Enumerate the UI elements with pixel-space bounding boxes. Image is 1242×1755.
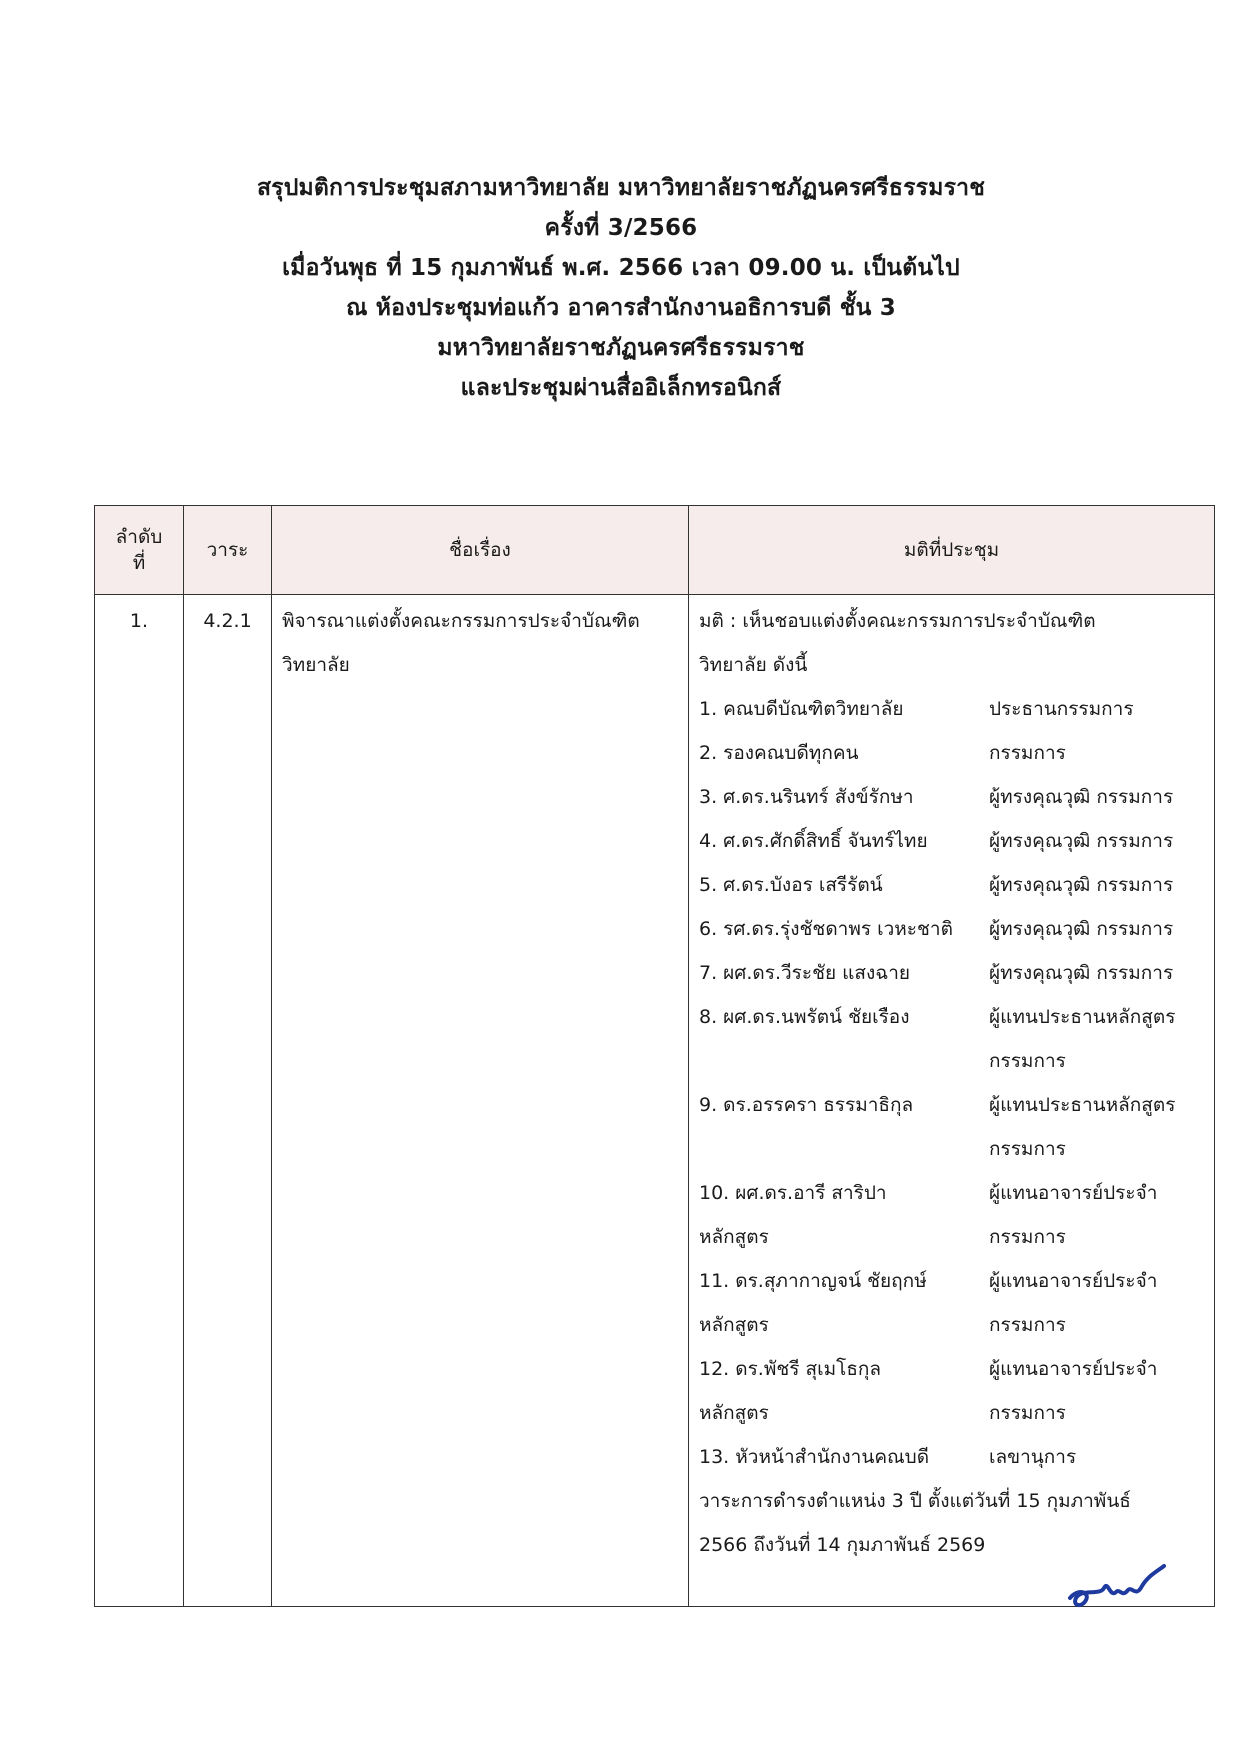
member-item-continued [699, 1215, 1204, 1259]
member-role: ผู้แทนประธานหลักสูตร [989, 1094, 1176, 1116]
header-meeting-number: ครั้งที่ 3/2566 [544, 215, 698, 241]
member-role: ผู้แทนอาจารย์ประจำ [989, 1358, 1158, 1380]
member-item [699, 1435, 1204, 1479]
resolution-table [94, 505, 1215, 1607]
member-item [699, 1171, 1204, 1215]
member-name: 11. ดร.สุภากาญจน์ ชัยฤกษ์ [699, 1270, 927, 1292]
header-electronic: และประชุมผ่านสื่ออิเล็กทรอนิกส์ [460, 375, 782, 401]
member-role: กรรมการ [989, 742, 1066, 764]
member-role: ผู้ทรงคุณวุฒิ กรรมการ [989, 786, 1174, 808]
table-row [95, 595, 1215, 1607]
member-name-continued: หลักสูตร [699, 1226, 769, 1248]
member-item [699, 995, 1204, 1039]
member-name-continued: หลักสูตร [699, 1402, 769, 1424]
member-item-continued [699, 1391, 1204, 1435]
member-item [699, 1083, 1204, 1127]
member-role: ผู้ทรงคุณวุฒิ กรรมการ [989, 830, 1174, 852]
member-name: 3. ศ.ดร.นรินทร์ สังข์รักษา [699, 786, 914, 808]
member-role: ประธานกรรมการ [989, 698, 1134, 720]
member-role: ผู้แทนประธานหลักสูตร [989, 1006, 1176, 1028]
header-no-line2: ที่ [132, 552, 146, 574]
row-resolution [689, 595, 1215, 1607]
member-name: 2. รองคณบดีทุกคน [699, 742, 859, 764]
header-agenda: วาระ [184, 506, 272, 595]
term-line1: วาระการดำรงตำแหน่ง 3 ปี ตั้งแต่วันที่ 15 กุมภาพันธ์ [699, 1490, 1131, 1512]
table-header-row [95, 506, 1215, 595]
header-resolution: มติที่ประชุม [689, 506, 1215, 595]
member-name: 8. ผศ.ดร.นพรัตน์ ชัยเรือง [699, 1006, 910, 1028]
resolution-intro2: วิทยาลัย ดังนี้ [699, 654, 808, 676]
member-role-continued: กรรมการ [989, 1050, 1066, 1072]
document-header [0, 168, 1242, 408]
member-name-continued [699, 1039, 989, 1083]
member-name: 4. ศ.ดร.ศักดิ์สิทธิ์ จันทร์ไทย [699, 830, 928, 852]
member-item [699, 951, 1204, 995]
row-agenda: 4.2.1 [184, 595, 272, 1607]
member-item-continued [699, 1039, 1204, 1083]
header-title: สรุปมติการประชุมสภามหาวิทยาลัย มหาวิทยาลัยราชภัฏนครศรีธรรมราช [256, 175, 986, 201]
member-role: ผู้แทนอาจารย์ประจำ [989, 1182, 1158, 1204]
member-role: ผู้ทรงคุณวุฒิ กรรมการ [989, 874, 1174, 896]
member-name: 13. หัวหน้าสำนักงานคณบดี [699, 1446, 930, 1468]
member-role-continued: กรรมการ [989, 1402, 1066, 1424]
member-item-continued [699, 1303, 1204, 1347]
member-item [699, 687, 1204, 731]
member-name-continued: หลักสูตร [699, 1314, 769, 1336]
member-name: 6. รศ.ดร.รุ่งชัชดาพร เวหะชาติ [699, 918, 953, 940]
member-name: 9. ดร.อรรครา ธรรมาธิกุล [699, 1094, 914, 1116]
signature-mark [1060, 1558, 1180, 1618]
member-item [699, 907, 1204, 951]
row-subject [272, 595, 689, 1607]
member-name: 7. ผศ.ดร.วีระชัย แสงฉาย [699, 962, 910, 984]
member-item [699, 731, 1204, 775]
subject-line2: วิทยาลัย [282, 654, 350, 676]
header-subject: ชื่อเรื่อง [272, 506, 689, 595]
resolution-intro1: มติ : เห็นชอบแต่งตั้งคณะกรรมการประจำบัณฑิต [699, 610, 1096, 632]
member-role: ผู้ทรงคุณวุฒิ กรรมการ [989, 918, 1174, 940]
member-item [699, 775, 1204, 819]
header-date-time: เมื่อวันพุธ ที่ 15 กุมภาพันธ์ พ.ศ. 2566 เวลา 09.00 น. เป็นต้นไป [282, 255, 960, 281]
header-venue: ณ ห้องประชุมท่อแก้ว อาคารสำนักงานอธิการบดี ชั้น 3 [346, 295, 896, 321]
header-no [95, 506, 184, 595]
member-role: เลขานุการ [989, 1446, 1077, 1468]
header-university: มหาวิทยาลัยราชภัฏนครศรีธรรมราช [437, 335, 805, 361]
member-role: ผู้ทรงคุณวุฒิ กรรมการ [989, 962, 1174, 984]
member-name: 10. ผศ.ดร.อารี สาริปา [699, 1182, 887, 1204]
member-name: 1. คณบดีบัณฑิตวิทยาลัย [699, 698, 904, 720]
member-name-continued [699, 1127, 989, 1171]
term-line2: 2566 ถึงวันที่ 14 กุมภาพันธ์ 2569 [699, 1534, 986, 1556]
header-no-line1: ลำดับ [115, 526, 163, 548]
member-role-continued: กรรมการ [989, 1314, 1066, 1336]
member-item-continued [699, 1127, 1204, 1171]
subject-line1: พิจารณาแต่งตั้งคณะกรรมการประจำบัณฑิต [282, 610, 640, 632]
member-item [699, 1259, 1204, 1303]
member-item [699, 1347, 1204, 1391]
member-name: 12. ดร.พัชรี สุเมโธกุล [699, 1358, 882, 1380]
member-name: 5. ศ.ดร.บังอร เสรีรัตน์ [699, 874, 883, 896]
member-role: ผู้แทนอาจารย์ประจำ [989, 1270, 1158, 1292]
member-item [699, 819, 1204, 863]
member-role-continued: กรรมการ [989, 1226, 1066, 1248]
member-item [699, 863, 1204, 907]
member-role-continued: กรรมการ [989, 1138, 1066, 1160]
row-no: 1. [95, 595, 184, 1607]
